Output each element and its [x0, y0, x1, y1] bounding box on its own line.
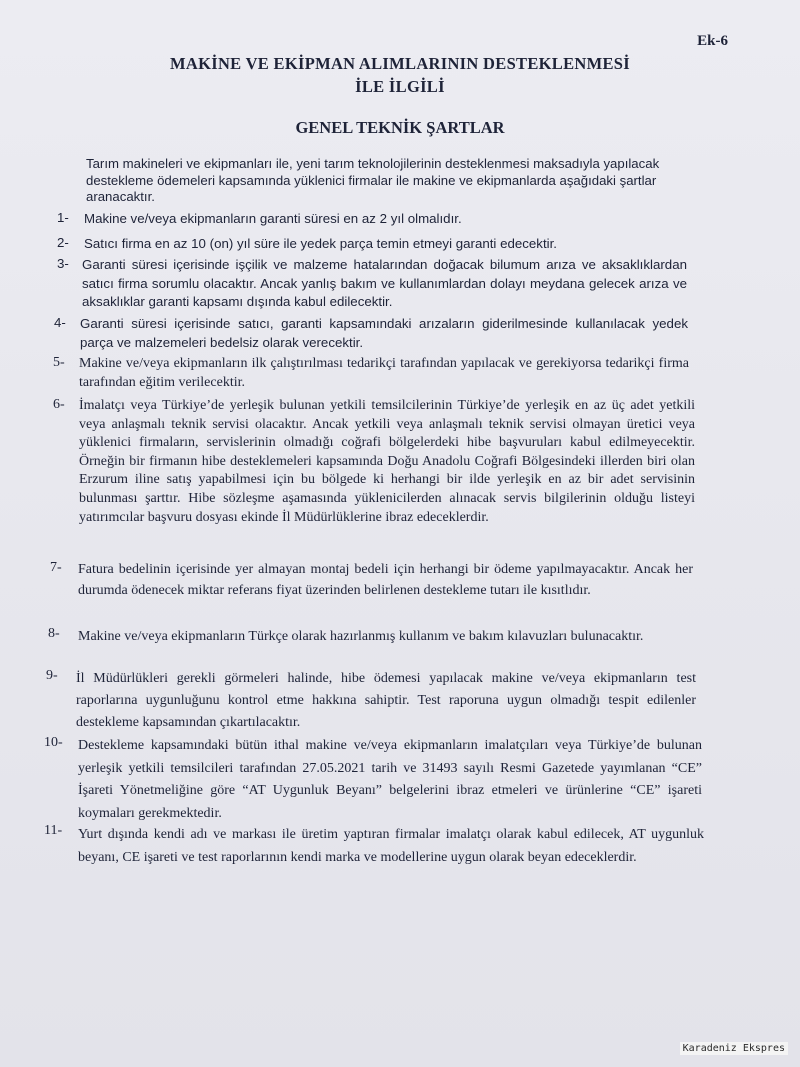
- item-text: Garanti süresi içerisinde satıcı, garanti kapsamındaki arızaların giderilmesinde kullanılacak yedek parça ve malzemeleri bedelsiz olarak verecektir.: [80, 316, 688, 350]
- document-subtitle: GENEL TEKNİK ŞARTLAR: [295, 118, 505, 137]
- item-text: Destekleme kapsamındaki bütün ithal makine ve/veya ekipmanların imalatçıları veya Türkiye’de bulunan yerleşik yetkili temsilcileri tarafından 27.05.2021 tarih ve 31493 sayılı Resmi Gazetede yayımlanan “CE” İşareti Yönetmeliğine göre “AT Uygunluk Beyanı” belgelerini ibraz etmeleri ve ürünlerine “CE” işareti koymaları gerekmektedir.: [78, 738, 702, 821]
- item-text: Garanti süresi içerisinde işçilik ve malzeme hatalarından doğacak bilumum arıza ve aksaklıklardan satıcı firma sorumlu olacaktır. Ancak yanlış bakım ve kullanımlardan dolayı meydana gelecek arıza ve aksaklıklar garanti kapsamı dışında kabul edilecektir.: [82, 257, 687, 309]
- item-number: 5-: [53, 355, 65, 370]
- document-title-line-1: MAKİNE VE EKİPMAN ALIMLARININ DESTEKLENMESİ: [170, 54, 630, 73]
- document-title-line-2: İLE İLGİLİ: [355, 77, 445, 96]
- item-text: Yurt dışında kendi adı ve markası ile üretim yaptıran firmalar imalatçı olarak kabul edilecek, AT uygunluk beyanı, CE işareti ve test raporlarının kendi marka ve modellerine uygun olarak beyan edeceklerdir.: [78, 827, 704, 865]
- item-number: 2-: [57, 235, 69, 250]
- annex-label: Ek-6: [697, 33, 728, 49]
- item-number: 1-: [57, 210, 69, 225]
- item-text: Makine ve/veya ekipmanların garanti süresi en az 2 yıl olmalıdır.: [84, 211, 462, 226]
- item-text: Satıcı firma en az 10 (on) yıl süre ile yedek parça temin etmeyi garanti edecektir.: [84, 236, 557, 251]
- item-number: 6-: [53, 397, 65, 412]
- item-number: 8-: [48, 626, 60, 641]
- item-text: Makine ve/veya ekipmanların Türkçe olarak hazırlanmış kullanım ve bakım kılavuzları bulunacaktır.: [78, 629, 644, 644]
- source-watermark: Karadeniz Ekspres: [680, 1042, 788, 1055]
- item-number: 9-: [46, 668, 58, 683]
- item-text: Fatura bedelinin içerisinde yer almayan montaj bedeli için herhangi bir ödeme yapılmayacaktır. Ancak her durumda ödenecek miktar referans fiyat üzerinden belirlenen destekleme tutarı ile kısıtlıdır.: [78, 562, 693, 598]
- item-text: Makine ve/veya ekipmanların ilk çalıştırılması tedarikçi tarafından yapılacak ve gerekiyorsa tedarikçi firma tarafından eğitim verilecektir.: [79, 356, 689, 390]
- item-number: 4-: [54, 315, 66, 330]
- item-number: 3-: [57, 256, 69, 271]
- item-text: İmalatçı veya Türkiye’de yerleşik bulunan yetkili temsilcilerinin Türkiye’de yerleşik en az üç adet yetkili veya anlaşmalı teknik servisi olacaktır. Ancak yetkili veya anlaşmalı teknik servisi olmayan üretici veya yüklenici firmaların, servislerinin olmadığı coğrafi bölgelerdeki hibe başvuruları kabul edilmeyecektir. Örneğin bir firmanın hibe desteklemeleri kapsamında Doğu Anadolu Coğrafi Bölgesindeki illerden biri olan Erzurum iline satış yapabilmesi için bu bölgede ki herhangi bir ilde yerleşik en az bir adet servisinin bulunması şarttır. Hibe sözleşme aşamasında yüklenicilerden alınacak servis bilgilerinin olduğu listeyi yatırımcılar başvuru dosyası ekinde İl Müdürlüklerine ibraz edeceklerdir.: [79, 398, 695, 525]
- intro-paragraph: Tarım makineleri ve ekipmanları ile, yeni tarım teknolojilerinin desteklenmesi maksadıyla yapılacak destekleme ödemeleri kapsamında yüklenici firmalar ile makine ve ekipmanlarda aşağıdaki şartlar aranacaktır.: [86, 156, 660, 204]
- item-number: 11-: [44, 823, 63, 838]
- item-text: İl Müdürlükleri gerekli görmeleri halinde, hibe ödemesi yapılacak makine ve/veya ekipmanların test raporlarına uygunluğunu kontrol etme hakkına sahiptir. Test raporuna uygun olmadığı tespit edilenler destekleme kapsamından çıkartılacaktır.: [76, 671, 696, 730]
- item-number: 10-: [44, 735, 63, 750]
- item-number: 7-: [50, 560, 62, 575]
